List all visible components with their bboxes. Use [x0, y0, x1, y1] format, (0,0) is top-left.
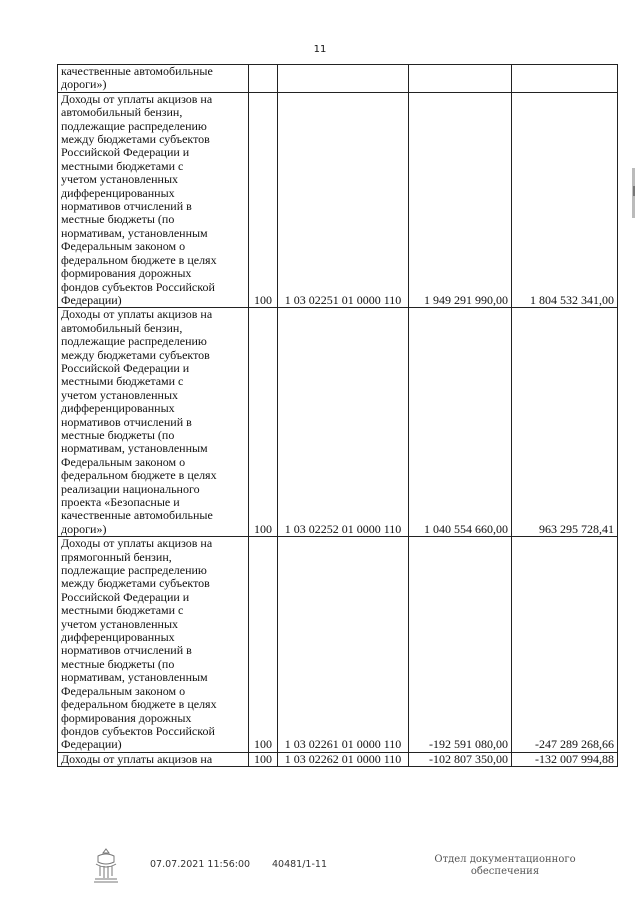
actual-amount-cell: 1 804 532 341,00 — [512, 92, 618, 308]
plan-amount-cell: 1 040 554 660,00 — [409, 308, 512, 537]
scan-margin-mark — [630, 168, 638, 218]
table-row — [58, 92, 618, 308]
plan-amount-cell: 1 949 291 990,00 — [409, 92, 512, 308]
table-row — [58, 537, 618, 753]
actual-amount-cell — [512, 65, 618, 93]
timestamp: 07.07.2021 11:56:00 — [150, 859, 251, 870]
budget-code-cell: 1 03 02251 01 0000 110 — [278, 92, 409, 308]
actual-amount-cell: -247 289 268,66 — [512, 537, 618, 753]
coat-of-arms-icon — [90, 846, 122, 886]
plan-amount-cell: -192 591 080,00 — [409, 537, 512, 753]
page-number: 11 — [313, 44, 327, 55]
admin-code-cell: 100 — [249, 92, 278, 308]
revenue-name-cell: качественные автомобильные дороги») — [58, 65, 249, 93]
admin-code-cell: 100 — [249, 308, 278, 537]
budget-code-cell: 1 03 02261 01 0000 110 — [278, 537, 409, 753]
budget-code-cell: 1 03 02262 01 0000 110 — [278, 752, 409, 766]
table-row — [58, 752, 618, 766]
budget-code-cell: 1 03 02252 01 0000 110 — [278, 308, 409, 537]
revenue-table — [57, 64, 618, 767]
table-row — [58, 65, 618, 93]
admin-code-cell: 100 — [249, 537, 278, 753]
actual-amount-cell: 963 295 728,41 — [512, 308, 618, 537]
plan-amount-cell — [409, 65, 512, 93]
budget-code-cell — [278, 65, 409, 93]
revenue-name-cell: Доходы от уплаты акцизов на прямогонный бензин, подлежащие распределению между бюджетами субъектов Российской Федерации и местными бюджетами с учетом установленных дифференцированных нормативов отчислений в местные бюджеты (по нормативам, установленным Федеральным законом о федеральном бюджете в целях формирования дорожных фондов субъектов Российской Федерации) — [58, 537, 249, 753]
document-number: 40481/1-11 — [272, 859, 327, 870]
document-footer — [0, 820, 640, 905]
table-row — [58, 308, 618, 537]
revenue-name-cell: Доходы от уплаты акцизов на автомобильный бензин, подлежащие распределению между бюджетами субъектов Российской Федерации и местными бюджетами с учетом установленных дифференцированных нормативов отчислений в местные бюджеты (по нормативам, установленным Федеральным законом о федеральном бюджете в целях реализации национального проекта «Безопасные и качественные автомобильные дороги») — [58, 308, 249, 537]
revenue-name-cell: Доходы от уплаты акцизов на автомобильный бензин, подлежащие распределению между бюджетами субъектов Российской Федерации и местными бюджетами с учетом установленных дифференцированных нормативов отчислений в местные бюджеты (по нормативам, установленным Федеральным законом о федеральном бюджете в целях формирования дорожных фондов субъектов Российской Федерации) — [58, 92, 249, 308]
plan-amount-cell: -102 807 350,00 — [409, 752, 512, 766]
actual-amount-cell: -132 007 994,88 — [512, 752, 618, 766]
admin-code-cell: 100 — [249, 752, 278, 766]
revenue-name-cell: Доходы от уплаты акцизов на — [58, 752, 249, 766]
admin-code-cell — [249, 65, 278, 93]
department-stamp: Отдел документационного обеспечения — [434, 854, 576, 877]
